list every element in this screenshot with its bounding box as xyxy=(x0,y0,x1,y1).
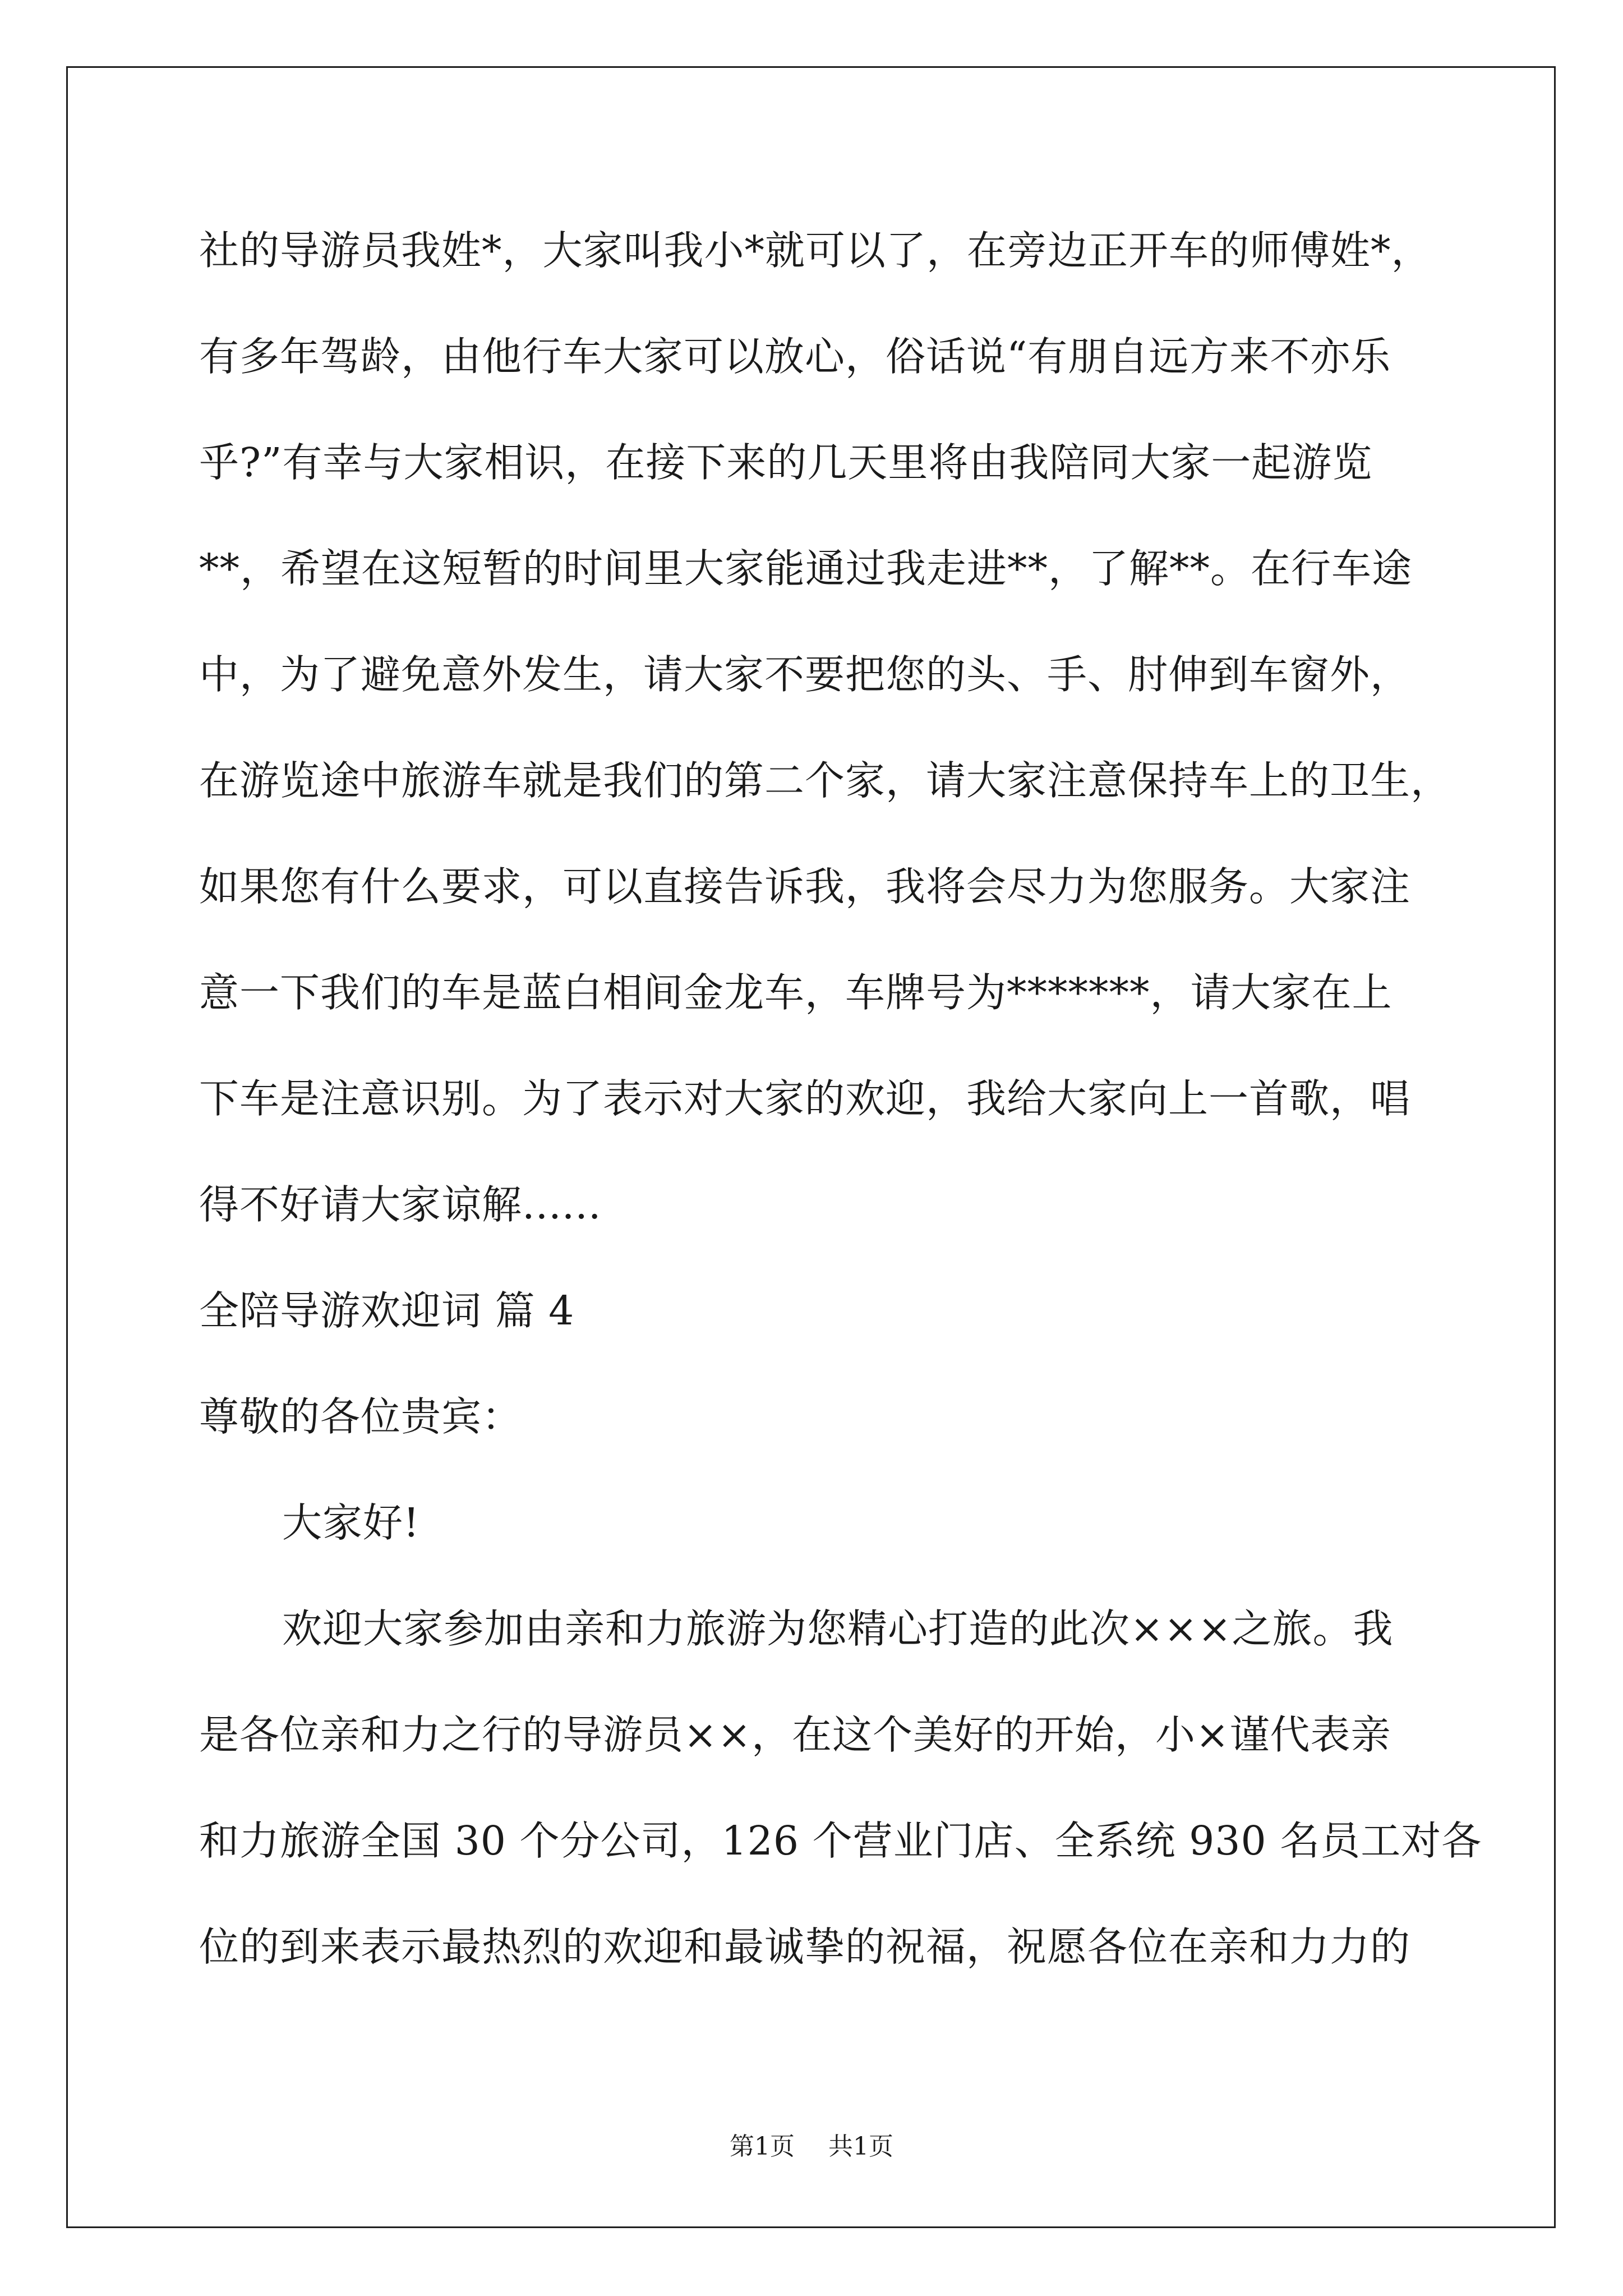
text-line: **，希望在这短暂的时间里大家能通过我走进**，了解**。在行车途 xyxy=(199,545,1413,592)
page-footer xyxy=(0,2126,1623,2162)
text-line: 意一下我们的车是蓝白相间金龙车，车牌号为*******，请大家在上 xyxy=(199,969,1393,1016)
text-line: 下车是注意识别。为了表示对大家的欢迎，我给大家向上一首歌，唱 xyxy=(199,1075,1411,1122)
document-body xyxy=(199,209,1482,2011)
text-line: 和力旅游全国 30 个分公司，126 个营业门店、全系统 930 名员工对各 xyxy=(199,1818,1482,1864)
text-line: 欢迎大家参加由亲和力旅游为您精心打造的此次×××之旅。我 xyxy=(282,1605,1394,1652)
greeting: 大家好! xyxy=(282,1499,420,1546)
text-line: 有多年驾龄，由他行车大家可以放心，俗话说“有朋自远方来不亦乐 xyxy=(199,333,1391,380)
text-line: 乎?”有幸与大家相识，在接下来的几天里将由我陪同大家一起游览 xyxy=(199,439,1373,486)
text-line: 如果您有什么要求，可以直接告诉我，我将会尽力为您服务。大家注 xyxy=(199,863,1411,910)
page-number: 第1页 xyxy=(730,2132,795,2161)
page-total: 共1页 xyxy=(828,2132,893,2161)
text-line: 是各位亲和力之行的导游员××，在这个美好的开始，小×谨代表亲 xyxy=(199,1711,1391,1758)
section-heading: 全陪导游欢迎词 篇 4 xyxy=(199,1287,575,1334)
text-line: 得不好请大家谅解...... xyxy=(199,1181,602,1228)
text-line: 中，为了避免意外发生，请大家不要把您的头、手、肘伸到车窗外， xyxy=(199,651,1411,698)
text-line: 社的导游员我姓*，大家叫我小*就可以了，在旁边正开车的师傅姓*， xyxy=(199,227,1432,274)
text-line: 在游览途中旅游车就是我们的第二个家，请大家注意保持车上的卫生， xyxy=(199,757,1451,804)
salutation: 尊敬的各位贵宾： xyxy=(199,1393,523,1440)
text-line: 位的到来表示最热烈的欢迎和最诚挚的祝福，祝愿各位在亲和力力的 xyxy=(199,1924,1411,1970)
